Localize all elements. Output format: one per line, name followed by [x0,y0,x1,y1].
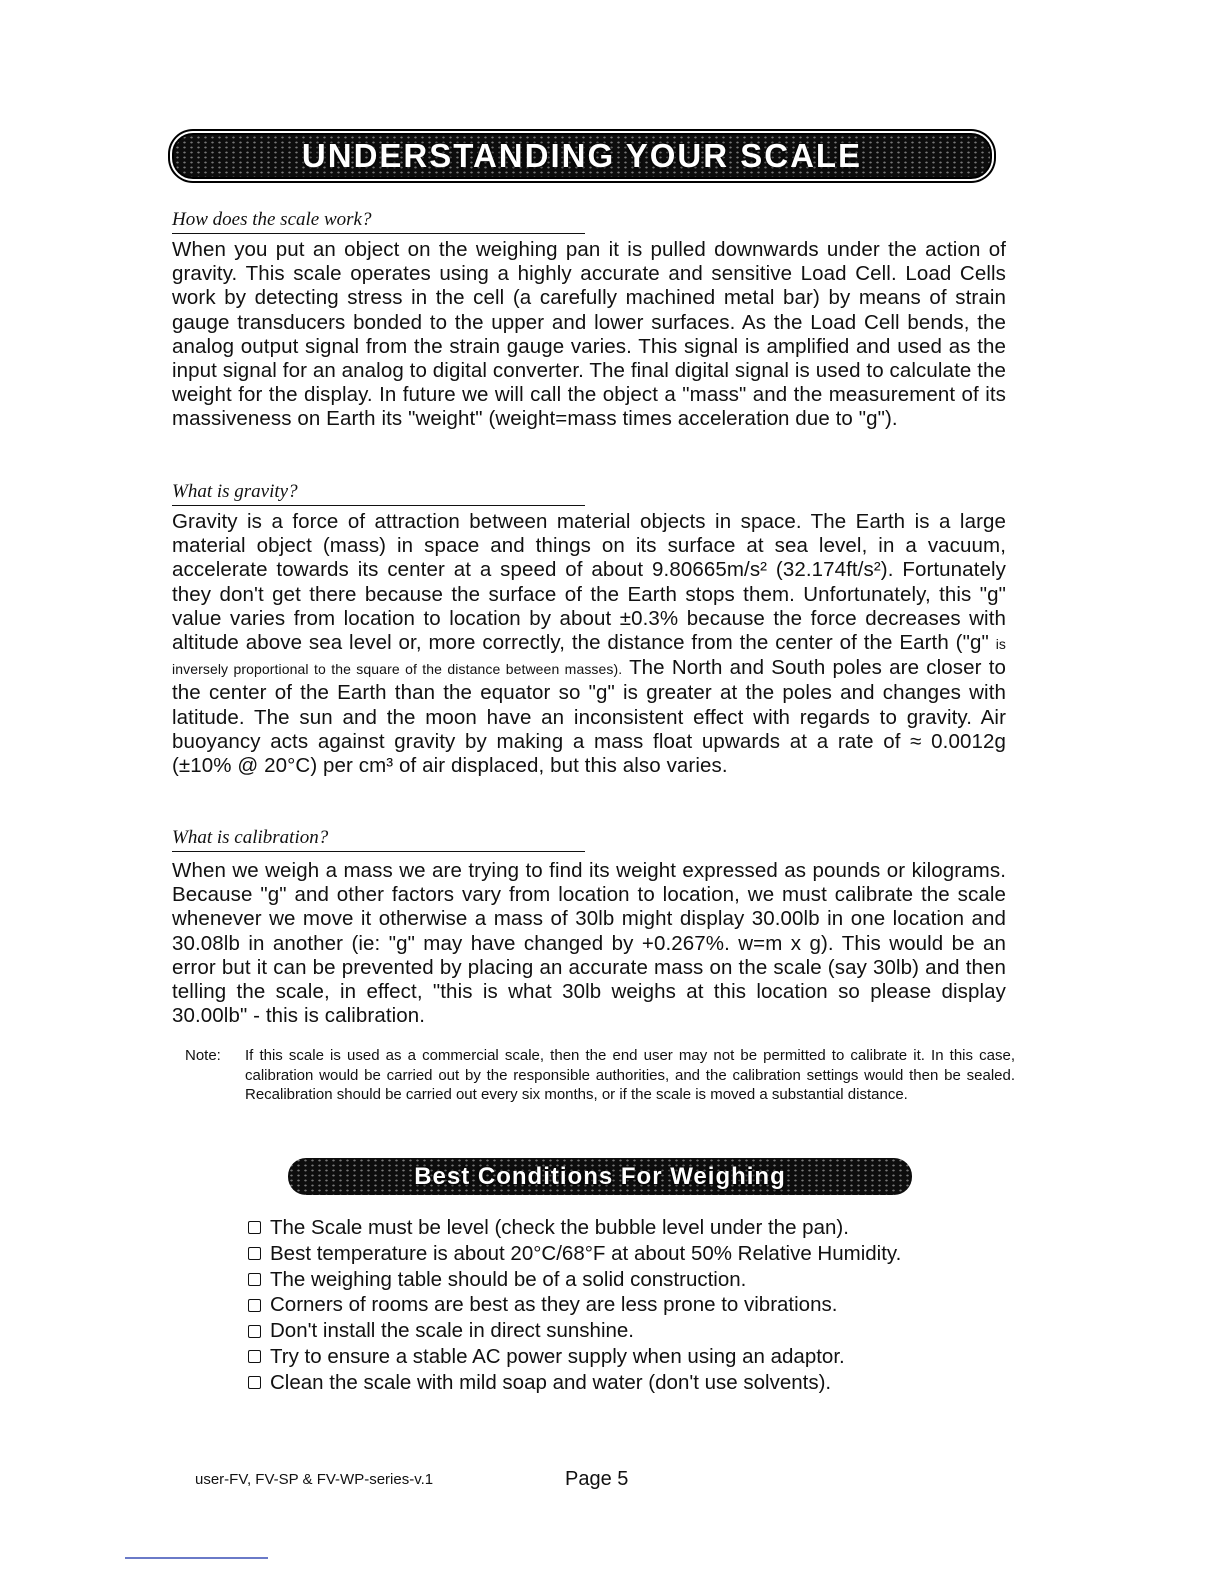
list-item-text: The Scale must be level (check the bubble level under the pan). [270,1216,849,1239]
list-item-text: Corners of rooms are best as they are less prone to vibrations. [270,1293,838,1317]
conditions-list [248,1215,901,1396]
scan-artifact-line [125,1557,268,1559]
note [185,1046,1015,1105]
gravity-text-small: is inversely proportional to the square of the distance between masses). [172,636,1006,678]
list-item [248,1241,901,1267]
list-item [248,1318,901,1344]
gravity-text-a: Gravity is a force of attraction between material objects in space. The Earth is a large material object (mass) in space and things on its surface at sea level, in a vacuum, accelerate towards its center at a speed of about 9.80665m/s² (32.174ft/s²). Fortunately they don't get there because the surface of the Earth stops them. Unfortunately, this "g" value varies from location to location by about ±0.3% because the force decreases with altitude above sea level or, more correctly, the distance from the center of the Earth ("g" [172,510,1006,655]
footer-page-number: Page 5 [565,1468,629,1490]
checkbox-square-icon [248,1325,261,1338]
note-text: If this scale is used as a commercial scale, then the end user may not be permitted to calibrate it. In this case, calibration would be carried out by the responsible authorities, and the calibration settings would then be sealed. Recalibration should be carried out every six months, or if the scale is moved a substantial distance. [245,1047,1015,1103]
checkbox-square-icon [248,1350,261,1363]
list-item-text: Best temperature is about 20°C/68°F at about 50% Relative Humidity. [270,1241,902,1265]
checkbox-square-icon [248,1221,261,1234]
heading-calibration: What is calibration? [172,827,585,852]
checkbox-square-icon [248,1247,261,1260]
checkbox-square-icon [248,1273,261,1286]
conditions-banner [288,1158,912,1195]
footer-model: user-FV, FV-SP & FV-WP-series-v.1 [195,1471,434,1488]
paragraph-how-scale-works: When you put an object on the weighing pan it is pulled downwards under the action of gravity. This scale operates using a highly accurate and sensitive Load Cell. Load Cells work by detecting stress in the cell (a carefully machined metal bar) by means of strain gauge transducers bonded to the upper and lower surfaces. As the Load Cell bends, the analog output signal from the strain gauge varies. This signal is amplified and used as the input signal for an analog to digital converter. The final digital signal is used to calculate the weight for the display. In future we will call the object a "mass" and the measurement of its massiveness on Earth its "weight" (weight=mass times acceleration due to "g"). [172,238,1006,431]
list-item-text: Try to ensure a stable AC power supply when using an adaptor. [270,1344,845,1368]
paragraph-gravity [172,510,1006,778]
conditions-title: Best Conditions For Weighing [414,1162,786,1190]
list-item-text: Clean the scale with mild soap and water (don't use solvents). [270,1370,832,1394]
list-item-text: The weighing table should be of a solid construction. [270,1267,747,1291]
heading-how-scale-works: How does the scale work? [172,209,585,234]
banner-title: UNDERSTANDING YOUR SCALE [301,137,863,174]
list-item [248,1370,901,1396]
heading-gravity: What is gravity? [172,481,585,506]
gravity-text-b: The North and South poles are closer to the center of the Earth than the equator so "g" is greater at the poles and changes with latitude. The sun and the moon have an inconsistent effect with regards to gravity. Air buoyancy acts against gravity by making a mass float upwards at a rate of ≈ 0.0012g (±10% @ 20°C) per cm³ of air displaced, but this also varies. [172,656,1006,778]
section-banner [172,133,992,179]
list-item-text: Don't install the scale in direct sunshine. [270,1319,634,1343]
list-item [248,1215,901,1241]
list-item [248,1292,901,1318]
checkbox-square-icon [248,1376,261,1389]
paragraph-calibration: When we weigh a mass we are trying to find its weight expressed as pounds or kilograms. Because "g" and other factors vary from location to location, we must calibrate the scale whenever we move it otherwise a mass of 30lb might display 30.00lb in one location and 30.08lb in another (ie: "g" may have changed by +0.267%. w=m x g). This would be an error but it can be prevented by placing an accurate mass on the scale (say 30lb) and then telling the scale, in effect, "this is what 30lb weighs at this location so please display 30.00lb" - this is calibration. [172,859,1006,1028]
list-item [248,1267,901,1293]
checkbox-square-icon [248,1299,261,1312]
note-label: Note: [185,1047,221,1064]
list-item [248,1344,901,1370]
